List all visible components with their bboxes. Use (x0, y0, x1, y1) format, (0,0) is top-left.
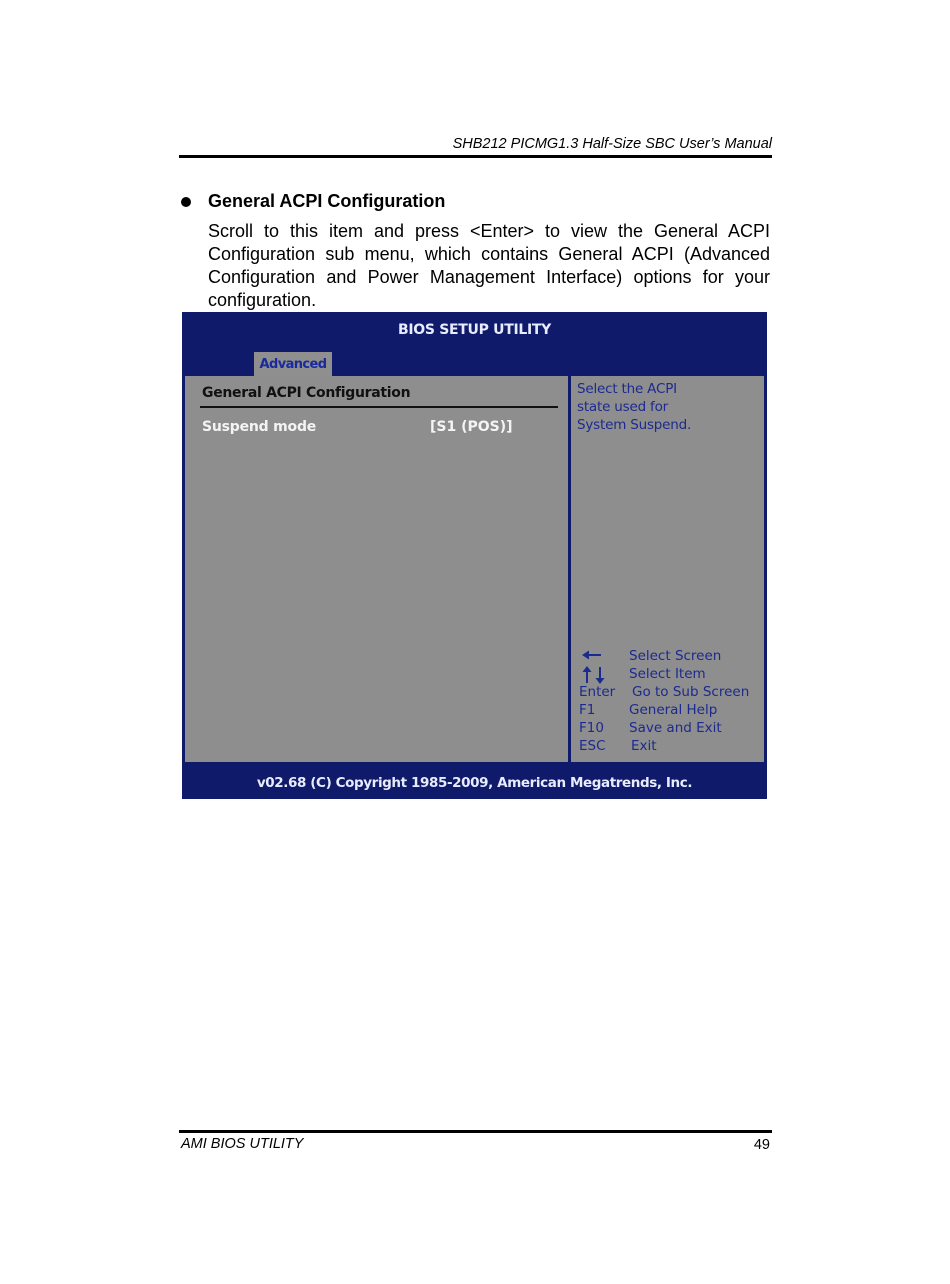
help-text: Select the ACPI state used for System Suspend. (577, 381, 692, 433)
panel-divider (200, 406, 558, 408)
key-description: Save and Exit (629, 720, 722, 736)
section-title: General ACPI Configuration (208, 191, 446, 211)
key-name: F1 (579, 702, 596, 718)
setting-value[interactable]: [S1 (POS)] (430, 419, 513, 435)
key-name: F10 (579, 720, 604, 736)
key-description: General Help (629, 702, 718, 718)
key-description: Select Item (629, 666, 706, 682)
panel-heading: General ACPI Configuration (202, 385, 411, 401)
settings-panel (185, 376, 568, 762)
footer-chapter: AMI BIOS UTILITY (181, 1136, 304, 1152)
setting-row-suspend-mode[interactable] (202, 419, 562, 439)
key-description: Go to Sub Screen (632, 684, 750, 700)
key-row-f10 (579, 720, 759, 738)
key-row-enter (579, 684, 759, 702)
bios-copyright: v02.68 (C) Copyright 1985-2009, American Megatrends, Inc. (256, 775, 693, 791)
bios-title: BIOS SETUP UTILITY (398, 322, 551, 338)
page-number: 49 (753, 1137, 770, 1153)
header-rule (179, 155, 772, 158)
bullet-icon (181, 197, 191, 207)
setting-label: Suspend mode (202, 419, 317, 435)
footer-rule (179, 1130, 772, 1133)
key-name: ESC (579, 738, 606, 754)
help-panel (571, 376, 764, 762)
page-header: SHB212 PICMG1.3 Half-Size SBC User’s Manual (452, 136, 772, 152)
key-row-select-item (579, 666, 759, 684)
bios-screenshot (182, 312, 767, 799)
key-row-select-screen (579, 648, 759, 666)
key-description: Select Screen (629, 648, 722, 664)
tab-advanced[interactable]: Advanced (254, 352, 332, 376)
section-body: Scroll to this item and press <Enter> to view the General ACPI Configuration sub menu, which contains General ACPI (Advanced Configuration and Power Management Interface) options for your configuration. (208, 221, 770, 310)
key-description: Exit (631, 738, 657, 754)
key-row-esc (579, 738, 759, 756)
key-legend (579, 648, 759, 756)
key-name: Enter (579, 684, 616, 700)
key-row-f1 (579, 702, 759, 720)
